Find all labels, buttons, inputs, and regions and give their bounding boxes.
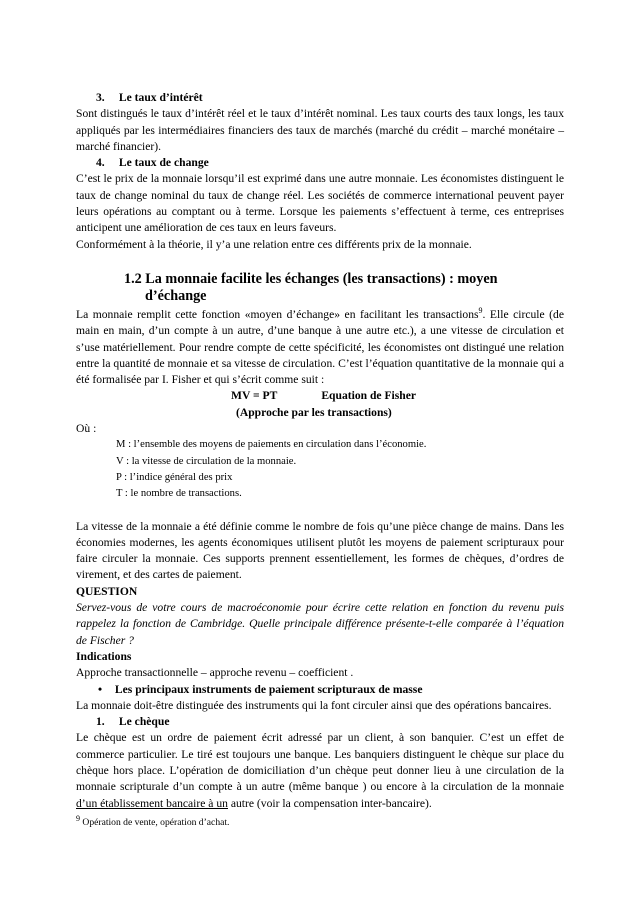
paragraph-cheque: Le chèque est un ordre de paiement écrit adressé par un client, à son banquier. C’est un effet de commerce particulier. Le tiré est toujours une banque. Les banquiers distinguent le chèque sur place du chèque hors place. L’opération de domiciliation d’un chèque peut donner lieu à une circulation de la monnaie scripturale d’un compte à un autre (même banque ) ou encore à la circulation de la monnaie d’un établissement bancaire à un autre (voir la compensation inter-bancaire). [76, 731, 564, 810]
heading-cheque [76, 714, 564, 730]
footnote [76, 813, 230, 828]
question-text: Servez-vous de votre cours de macroéconomie pour écrire cette relation en fonction du revenu puis rappelez la fonction de Cambridge. Quelle principale différence présente-t-elle comparée à l’équation de Fischer ? [76, 601, 564, 647]
symbol-item: M : l’ensemble des moyens de paiements en circulation dans l’économie. [116, 439, 427, 451]
heading-title: Les principaux instruments de paiement scripturaux de masse [114, 682, 423, 696]
symbol-list [76, 437, 564, 502]
text-after-note: . Elle circule (de main en main, d’un compte à un autre, d’une banque à une autre etc.), a une vitesse de circulation et s’use matériellement. Pour rendre compte de cette spécificité, les économistes ont distingué une relation entre la quantité de monnaie et sa vitesse de circulation. C’est l’équation quantitative de la monnaie qui a été formalisée par I. Fisher et qui s’écrit comme suit : [76, 307, 564, 387]
heading-taux-interet [76, 90, 564, 106]
indications-text: Approche transactionnelle – approche revenu – coefficient . [76, 666, 354, 680]
symbol-item: T : le nombre de transactions. [116, 488, 242, 500]
equation-line [76, 388, 564, 404]
question-label: QUESTION [76, 584, 138, 598]
footnote-text: Opération de vente, opération d’achat. [80, 817, 230, 828]
paragraph-taux-change: C’est le prix de la monnaie lorsqu’il est exprimé dans une autre monnaie. Les économistes distinguent le taux de change nominal du taux de change réel. Les sociétés de commerce international peuvent payer leurs opérations au comptant ou à terme. Lorsque les paiements s’effectuent à terme, ces entreprises anticipent une amélioration de ces taux en leurs faveurs. [76, 172, 564, 235]
paragraph-relation-prix: Conformément à la théorie, il y’a une relation entre ces différents prix de la monnaie. [76, 237, 472, 251]
heading-number: 1. [96, 715, 105, 729]
heading-number: 3. [96, 91, 105, 104]
indications-label: Indications [76, 649, 132, 663]
heading-taux-change [76, 155, 564, 171]
section-heading-line1: 1.2 La monnaie facilite les échanges (les transactions) : moyen [124, 270, 498, 287]
heading-number: 4. [96, 156, 105, 170]
paragraph-moyen-echange [76, 307, 564, 388]
bullet-icon: • [98, 682, 103, 696]
footnote-number: 9 [76, 813, 80, 823]
footnote-reference[interactable]: 9 [478, 306, 483, 316]
symbol-item: V : la vitesse de circulation de la monnaie. [116, 455, 297, 467]
heading-title: Le taux d’intérêt [118, 91, 203, 104]
section-heading-moyen-echange [76, 271, 564, 305]
section-heading-line2: d’échange [145, 287, 207, 304]
where-label: Où : [76, 422, 97, 436]
equation: MV = PT [231, 389, 278, 403]
paragraph-instruments: La monnaie doit-être distinguée des instruments qui la font circuler ainsi que des opérations bancaires. [76, 698, 552, 712]
paragraph-taux-interet: Sont distingués le taux d’intérêt réel et le taux d’intérêt nominal. Les taux courts des taux longs, les taux appliqués par les intermédiaires financiers des taux de marchés (marché du crédit – marché monétaire – marché financier). [76, 107, 564, 153]
equation-subtitle: (Approche par les transactions) [236, 405, 392, 419]
text-before-note: La monnaie remplit cette fonction «moyen d’échange» en facilitant les transactions [76, 307, 479, 321]
heading-title: Le chèque [118, 715, 170, 729]
heading-title: Le taux de change [118, 156, 209, 170]
document-page [76, 90, 564, 812]
equation-name: Equation de Fisher [321, 389, 417, 403]
paragraph-vitesse: La vitesse de la monnaie a été définie comme le nombre de fois qu’une pièce change de mains. Dans les économies modernes, les agents économiques utilisent plutôt les moyens de paiement scripturaux pour faire circuler la monnaie. Ces supports prennent essentiellement, les formes de chèques, d’ordres de virement, et des cartes de paiement. [76, 519, 564, 582]
footnote-divider [76, 808, 228, 809]
symbol-item: P : l’indice général des prix [116, 471, 233, 483]
heading-instruments [76, 682, 564, 698]
